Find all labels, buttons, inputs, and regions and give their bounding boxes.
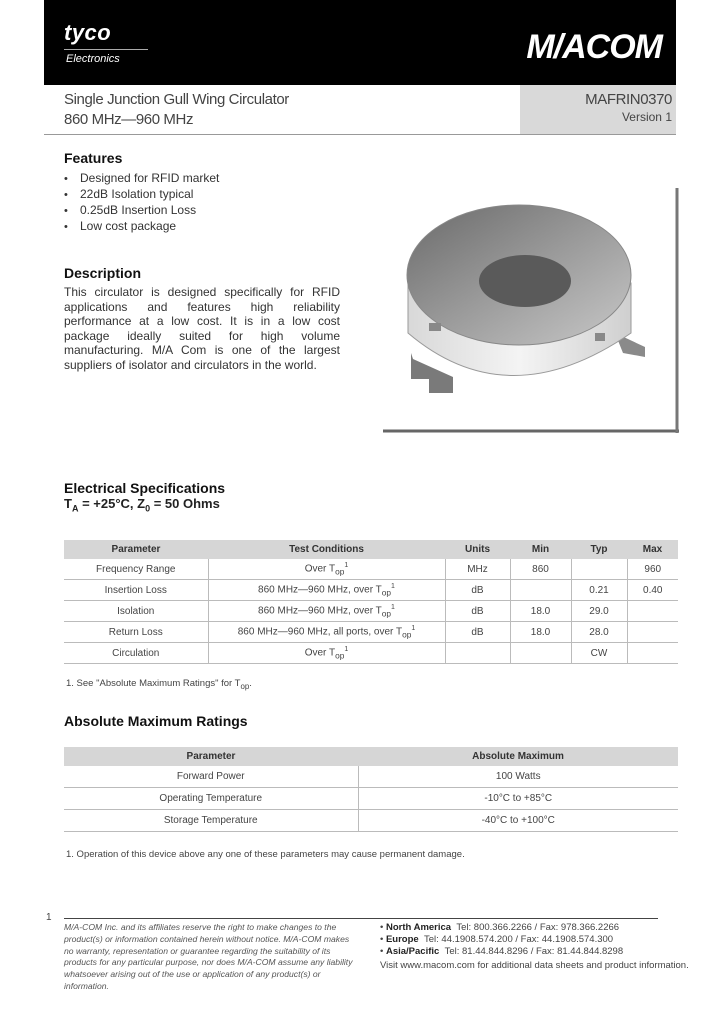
table-cell (445, 643, 510, 664)
contact-label: Asia/Pacific (385, 946, 440, 957)
website-note: Visit www.macom.com for additional data sheets and product information. (380, 960, 689, 971)
table-row (64, 559, 678, 580)
description-text: This circulator is designed specifically for RFID applications and features high reliability performance at a low cost. It is in a low cost package ideally suited for high volume manufacturing. M/A Com is one of the largest suppliers of isolator and circulators in the world. (64, 285, 340, 372)
table-cell: 18.0 (510, 622, 571, 643)
column-header: Max (627, 540, 678, 559)
electrical-heading: Electrical Specifications (64, 480, 226, 496)
table-cell: dB (445, 622, 510, 643)
note-mark: 1 (391, 582, 395, 590)
table-cell (510, 580, 571, 601)
note-mark: 1 (344, 645, 349, 653)
table-cell (208, 580, 445, 601)
contact-europe: • Europe Tel: 44.1908.574.200 / Fax: 44.1908.574.300 (380, 934, 614, 945)
table-row (64, 766, 678, 788)
table-cell (571, 559, 627, 580)
column-header: Absolute Maximum (358, 747, 678, 766)
cond-sub: A (71, 503, 79, 514)
note-mark: 1 (411, 624, 416, 632)
description-heading: Description (64, 265, 142, 281)
logo-divider (64, 49, 148, 50)
cond-sub: 0 (145, 503, 151, 514)
op-subscript: op (335, 566, 345, 577)
table-cell: Frequency Range (64, 559, 208, 580)
table-row (64, 580, 678, 601)
table-cell: Return Loss (64, 622, 208, 643)
column-header: Parameter (64, 747, 358, 766)
doc-frequency: 860 MHz—960 MHz (64, 111, 194, 128)
op-subscript: op (335, 650, 345, 661)
table-cell (208, 622, 445, 643)
feature-item: • Low cost package (64, 218, 219, 234)
table-cell (627, 622, 678, 643)
note-mark: 1 (391, 603, 395, 611)
contact-label: Europe (385, 934, 419, 945)
electrical-conditions (64, 496, 220, 514)
electrical-footnote (66, 678, 252, 691)
table-header-row (64, 747, 678, 766)
table-cell: 100 Watts (358, 766, 678, 788)
absmax-table (64, 747, 678, 832)
absmax-footnote: 1. Operation of this device above any one of these parameters may cause permanent damage. (66, 849, 465, 860)
table-row (64, 810, 678, 832)
tyco-logo: tyco (64, 20, 112, 45)
table-cell: CW (571, 643, 627, 664)
note-mark: 1 (344, 561, 349, 569)
feature-item: • 0.25dB Insertion Loss (64, 202, 219, 218)
feature-item: • Designed for RFID market (64, 170, 219, 186)
table-cell: Operating Temperature (64, 788, 358, 810)
contact-asia-pacific: • Asia/Pacific Tel: 81.44.844.8296 / Fax: 81.44.844.8298 (380, 946, 624, 957)
table-cell: 960 (627, 559, 678, 580)
table-cell (208, 559, 445, 580)
table-cell (208, 601, 445, 622)
cell-text: 860 MHz—960 MHz, all ports, over T (237, 626, 403, 638)
circulator-center (479, 255, 571, 307)
table-cell: Isolation (64, 601, 208, 622)
footnote-text: 1. See "Absolute Maximum Ratings" for T (66, 678, 241, 689)
contact-value: Tel: 800.366.2266 / Fax: 978.366.2266 (456, 922, 620, 933)
table-cell: -10°C to +85°C (358, 788, 678, 810)
table-cell: -40°C to +100°C (358, 810, 678, 832)
macom-logo: M/ACOM (526, 28, 662, 66)
cond-text: T (64, 496, 72, 511)
table-cell: 0.40 (627, 580, 678, 601)
table-cell (627, 643, 678, 664)
table-cell (208, 643, 445, 664)
table-cell: Storage Temperature (64, 810, 358, 832)
contact-block (380, 922, 689, 972)
column-header: Test Conditions (208, 540, 445, 559)
contact-value: Tel: 81.44.844.8296 / Fax: 81.44.844.8298 (444, 946, 624, 957)
table-row (64, 788, 678, 810)
op-subscript: op (402, 629, 412, 640)
cell-text: 860 MHz—960 MHz, over T (258, 605, 382, 617)
tyco-electronics-text: Electronics (66, 53, 120, 65)
column-header: Min (510, 540, 571, 559)
cell-text: Over T (304, 647, 336, 659)
cell-text: Over T (304, 563, 336, 575)
features-heading: Features (64, 150, 123, 166)
product-photo (383, 183, 679, 433)
version-label: Version 1 (621, 110, 672, 124)
absmax-heading: Absolute Maximum Ratings (64, 713, 248, 729)
table-row (64, 643, 678, 664)
table-cell: Forward Power (64, 766, 358, 788)
footnote-text: . (249, 678, 252, 689)
table-cell: 29.0 (571, 601, 627, 622)
footnote-sub: op (240, 681, 250, 691)
op-subscript: op (381, 608, 392, 619)
footer-rule (64, 918, 658, 919)
features-list (64, 170, 219, 234)
table-cell: Insertion Loss (64, 580, 208, 601)
cond-text: = 50 Ohms (150, 496, 220, 511)
table-cell: dB (445, 580, 510, 601)
table-cell: dB (445, 601, 510, 622)
table-cell: 28.0 (571, 622, 627, 643)
contact-north-america: • North America Tel: 800.366.2266 / Fax: 978.366.2266 (380, 922, 620, 933)
table-cell: MHz (445, 559, 510, 580)
table-header-row (64, 540, 678, 559)
table-row (64, 601, 678, 622)
electrical-specs-table (64, 540, 678, 664)
table-cell (510, 643, 571, 664)
table-cell: 0.21 (571, 580, 627, 601)
column-header: Typ (571, 540, 627, 559)
doc-title: Single Junction Gull Wing Circulator (64, 91, 289, 108)
op-subscript: op (381, 587, 392, 598)
table-cell: 18.0 (510, 601, 571, 622)
table-cell: 860 (510, 559, 571, 580)
table-cell (627, 601, 678, 622)
table-cell: Circulation (64, 643, 208, 664)
cond-text: = +25°C, Z (78, 496, 146, 511)
body-tab (429, 323, 441, 331)
body-tab (595, 333, 605, 341)
contact-label: North America (385, 922, 452, 933)
part-number: MAFRIN0370 (585, 91, 672, 108)
feature-item: • 22dB Isolation typical (64, 186, 219, 202)
cell-text: 860 MHz—960 MHz, over T (258, 584, 382, 596)
column-header: Units (445, 540, 510, 559)
disclaimer-text: M/A-COM Inc. and its affiliates reserve the right to make changes to the product(s) or information contained herein without notice. M/A-COM makes no warranty, representation or guarantee regarding the suitability of its products for any particular purpose, nor does M/A-COM assume any liability whatsoever arising out of the use or application of any product(s) or information. (64, 922, 353, 991)
contact-value: Tel: 44.1908.574.200 / Fax: 44.1908.574.300 (423, 934, 614, 945)
column-header: Parameter (64, 540, 208, 559)
page-number: 1 (46, 912, 52, 923)
table-row (64, 622, 678, 643)
